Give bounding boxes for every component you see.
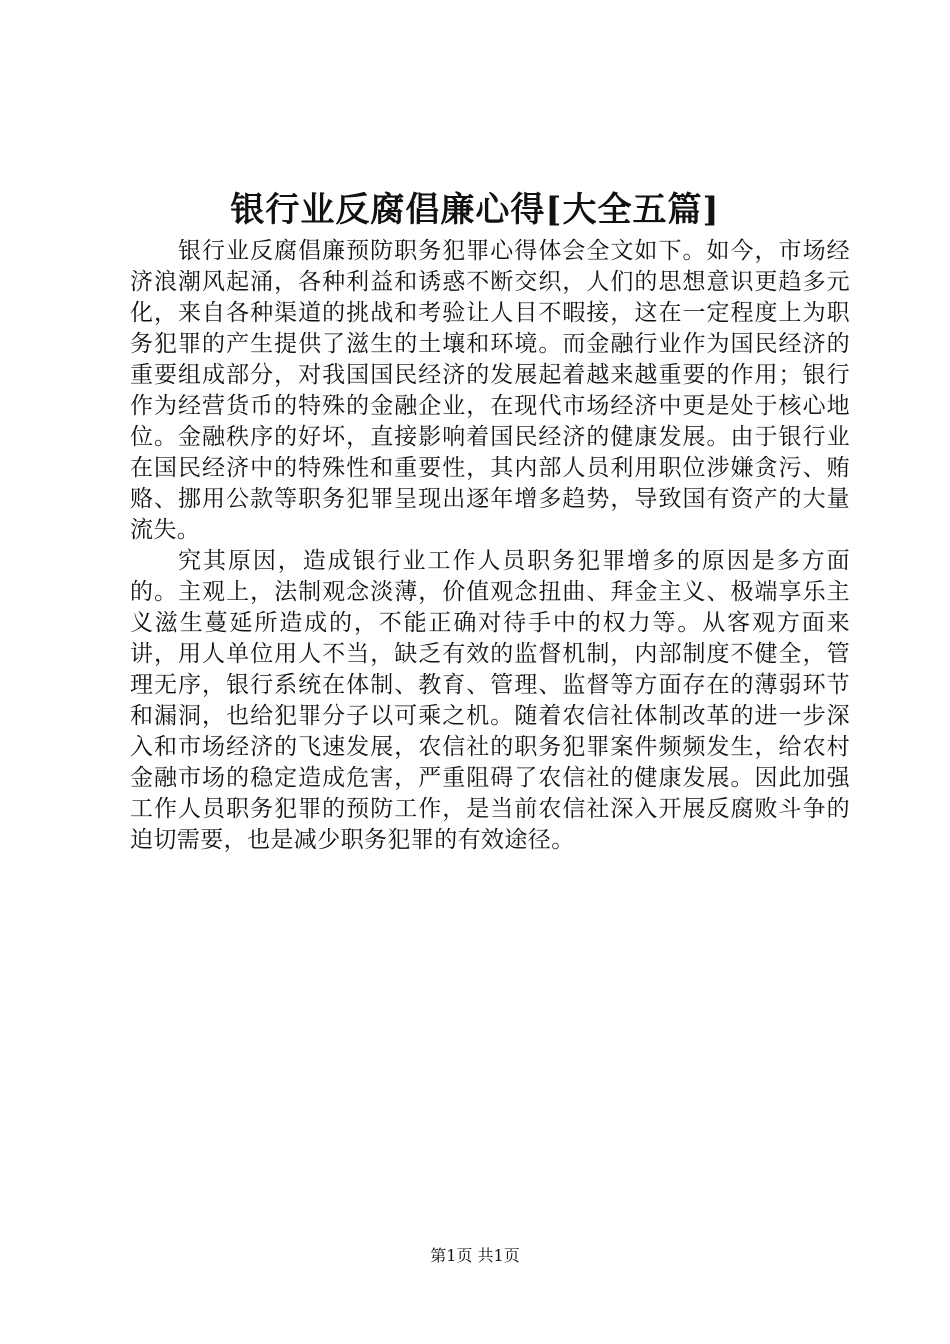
paragraph-2: 究其原因，造成银行业工作人员职务犯罪增多的原因是多方面的。主观上，法制观念淡薄，价值观念扭曲、拜金主义、极端享乐主义滋生蔓延所造成的，不能正确对待手中的权力等。从客观方面来讲，用人单位用人不当，缺乏有效的监督机制，内部制度不健全，管理无序，银行系统在体制、教育、管理、监督等方面存在的薄弱环节和漏洞，也给犯罪分子以可乘之机。随着农信社体制改革的进一步深入和市场经济的飞速发展，农信社的职务犯罪案件频频发生，给农村金融市场的稳定造成危害，严重阻碍了农信社的健康发展。因此加强工作人员职务犯罪的预防工作，是当前农信社深入开展反腐败斗争的迫切需要，也是减少职务犯罪的有效途径。 [130,548,850,853]
document-body [130,236,850,856]
page-footer: 第1页 共1页 [430,1246,520,1265]
document-title: 银行业反腐倡廉心得[大全五篇] [230,190,720,230]
paragraph-1: 银行业反腐倡廉预防职务犯罪心得体会全文如下。如今，市场经济浪潮风起涌，各种利益和诱惑不断交织，人们的思想意识更趋多元化，来自各种渠道的挑战和考验让人目不暇接，这在一定程度上为职务犯罪的产生提供了滋生的土壤和环境。而金融行业作为国民经济的重要组成部分，对我国国民经济的发展起着越来越重要的作用；银行作为经营货币的特殊的金融企业，在现代市场经济中更是处于核心地位。金融秩序的好坏，直接影响着国民经济的健康发展。由于银行业在国民经济中的特殊性和重要性，其内部人员利用职位涉嫌贪污、贿赂、挪用公款等职务犯罪呈现出逐年增多趋势，导致国有资产的大量流失。 [130,238,850,543]
